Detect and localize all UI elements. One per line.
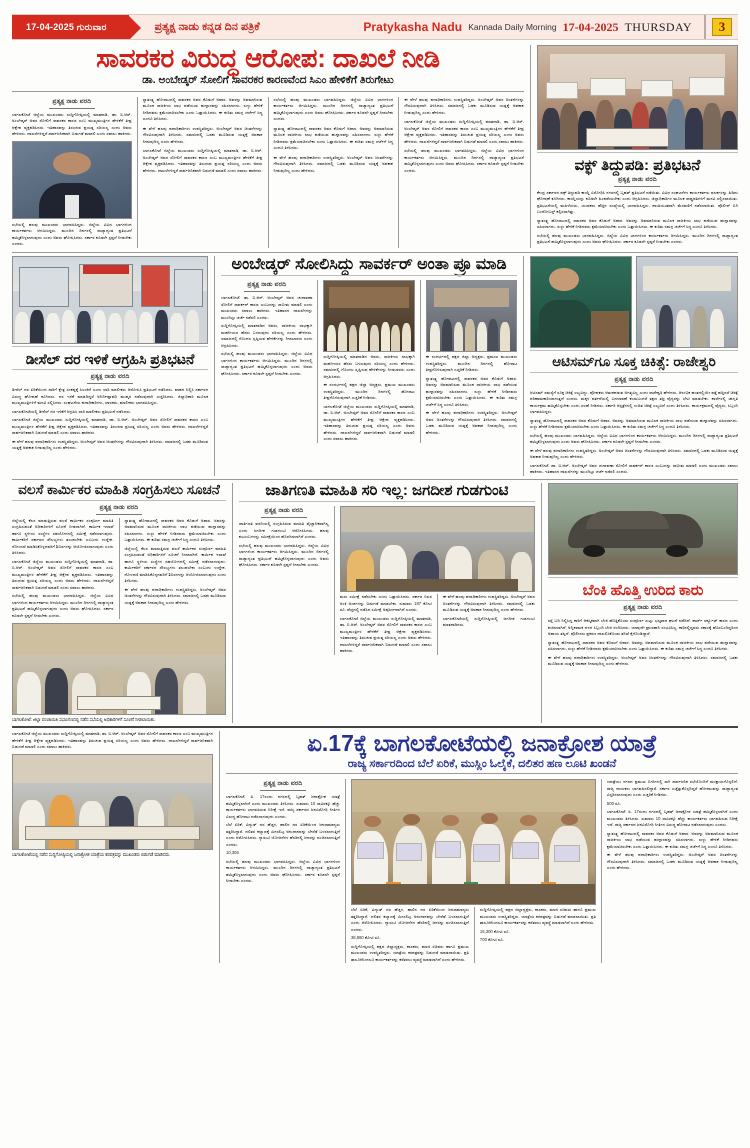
janakrosha-text-3: ಸುದ್ದಿಗೋಷ್ಠಿಯಲ್ಲಿ ಪಕ್ಷದ ಜಿಲ್ಲಾಧ್ಯಕ್ಷರು, ಶಾಸಕರು, ಮಾಜಿ ಸಚಿವರು ಹಾಗೂ ಪ್ರಮುಖ ಮುಖಂಡರು ಉಪಸ್ಥಿತರಿದ್ದರು. ಯಾತ್ರೆಯ ಕರಪತ್ರವನ್ನು ಬಿಡುಗಡೆ ಮಾಡಲಾಯಿತು. ಪ್ರತಿ ತಾಲೂಕಿನಿಂದಲೂ ಕಾರ್ಯಕರ್ತರನ್ನು ಕರೆತರಲು ವ್ಯವಸ್ಥೆ ಮಾಡಲಾಗಿದೆ ಎಂದು ಹೇಳಿದರು.	[479, 907, 596, 926]
burnt-car-byline: ಪ್ರತ್ಯಕ್ಷ ನಾಡು ವರದಿ	[623, 605, 663, 612]
ambedkar-text-3c: ಈ ವೇಳೆ ಹಲವು ಪದಾಧಿಕಾರಿಗಳು ಉಪಸ್ಥಿತರಿದ್ದರು. ಅಂಬೇಡ್ಕರ್ ಅವರ ಚಿಂತನೆಗಳನ್ನು ಗೌರವಿಸುವುದಾಗಿ ತಿಳಿಸಿದರು. ಸಮಾಜದಲ್ಲಿ ಒಡಕು ಮೂಡಿಸುವ ಯತ್ನಕ್ಕೆ ಅವಕಾಶ ನೀಡುವುದಿಲ್ಲ ಎಂದು ಹೇಳಿದರು.	[425, 410, 518, 435]
burnt-car-photo	[548, 483, 738, 575]
diesel-byline: ಪ್ರತ್ಯಕ್ಷ ನಾಡು ವರದಿ	[90, 374, 130, 381]
lead-columns	[12, 97, 524, 248]
worker-meet-photo	[12, 623, 226, 715]
migrant-text-2b: ಜಿಲ್ಲೆಯಲ್ಲಿ ಕೆಲಸ ಮಾಡುತ್ತಿರುವ ವಲಸೆ ಕಾರ್ಮಿಕರ ಸಂಪೂರ್ಣ ಮಾಹಿತಿ ಸಂಗ್ರಹಿಸುವಂತೆ ಅಧಿಕಾರಿಗಳಿಗೆ ಸೂಚನೆ ನೀಡಲಾಗಿದೆ. ಕಾರ್ಮಿಕ ಇಲಾಖೆ ಹಾಗೂ ಸ್ಥಳೀಯ ಸಂಸ್ಥೆಗಳ ಸಹಯೋಗದಲ್ಲಿ ಸಮೀಕ್ಷೆ ನಡೆಸಲಾಗುವುದು. ಕಾರ್ಮಿಕರಿಗೆ ಸರ್ಕಾರದ ಸೌಲಭ್ಯಗಳು ತಲುಪಬೇಕು ಎಂಬುದು ಉದ್ದೇಶ. ನೋಂದಣಿ ಮಾಡಿಸಿಕೊಳ್ಳದವರಿಗೆ ಶಿಬಿರಗಳನ್ನು ಆಯೋಜಿಸಲಾಗುವುದು ಎಂದು ತಿಳಿಸಿದರು.	[124, 545, 226, 584]
bottom-left-column	[12, 731, 213, 963]
waqf-text-2: ಸ್ವಾತಂತ್ರ್ಯ ಹೋರಾಟದಲ್ಲಿ ಸಾವರಕರ ಅವರ ಕೊಡುಗೆ ಅಪಾರ. ಅವರನ್ನು ಅವಮಾನಿಸುವ ಮೂಲಕ ರಾಜಕೀಯ ಲಾಭ ಪಡೆಯುವ ಹುನ್ನಾರವನ್ನು ಸಹಿಸಲಾಗದು. ಸುಳ್ಳು ಹೇಳಿಕೆ ನೀಡಿದವರು ಕ್ಷಮೆಯಾಚಿಸಬೇಕು ಎಂದು ಒತ್ತಾಯಿಸಿದರು. ಈ ಕುರಿತು ಸಮಗ್ರ ಚರ್ಚೆಗೆ ಸಿದ್ಧ ಎಂದೂ ತಿಳಿಸಿದರು.	[536, 217, 738, 229]
janakrosha-text-4c: ಸ್ವಾತಂತ್ರ್ಯ ಹೋರಾಟದಲ್ಲಿ ಸಾವರಕರ ಅವರ ಕೊಡುಗೆ ಅಪಾರ. ಅವರನ್ನು ಅವಮಾನಿಸುವ ಮೂಲಕ ರಾಜಕೀಯ ಲಾಭ ಪಡೆಯುವ ಹುನ್ನಾರವನ್ನು ಸಹಿಸಲಾಗದು. ಸುಳ್ಳು ಹೇಳಿಕೆ ನೀಡಿದವರು ಕ್ಷಮೆಯಾಚಿಸಬೇಕು ಎಂದು ಒತ್ತಾಯಿಸಿದರು. ಈ ಕುರಿತು ಸಮಗ್ರ ಚರ್ಚೆಗೆ ಸಿದ್ಧ ಎಂದೂ ತಿಳಿಸಿದರು.	[606, 830, 738, 849]
lead-col-2	[143, 97, 263, 248]
migrant-article	[12, 483, 226, 724]
waqf-protest-photo	[537, 45, 738, 150]
janakrosha-text-4: ಯಾತ್ರೆಯು ನಗರದ ಪ್ರಮುಖ ಬೀದಿಗಳಲ್ಲಿ ಸಾಗಿ ಸಾರ್ವಜನಿಕ ಸಭೆಯೊಂದಿಗೆ ಮುಕ್ತಾಯಗೊಳ್ಳಲಿದೆ. ರಾಜ್ಯ ನಾಯಕರು ಭಾಗವಹಿಸಲಿದ್ದಾರೆ. ಸರ್ಕಾರ ಎಚ್ಚೆತ್ತುಕೊಳ್ಳದಿದ್ದರೆ ಹೋರಾಟವನ್ನು ರಾಜ್ಯಾದ್ಯಂತ ವಿಸ್ತರಿಸಲಾಗುವುದು ಎಂದು ಎಚ್ಚರಿಕೆ ನೀಡಿದರು.	[606, 779, 738, 798]
janakrosha-stat-4: 700 ಕೋಟಿ ರೂ.	[479, 937, 504, 943]
lead-text-2b: ಈ ವೇಳೆ ಹಲವು ಪದಾಧಿಕಾರಿಗಳು ಉಪಸ್ಥಿತರಿದ್ದರು. ಅಂಬೇಡ್ಕರ್ ಅವರ ಚಿಂತನೆಗಳನ್ನು ಗೌರವಿಸುವುದಾಗಿ ತಿಳಿಸಿದರು. ಸಮಾಜದಲ್ಲಿ ಒಡಕು ಮೂಡಿಸುವ ಯತ್ನಕ್ಕೆ ಅವಕಾಶ ನೀಡುವುದಿಲ್ಲ ಎಂದು ಹೇಳಿದರು.	[142, 125, 263, 144]
ambedkar-text-3: ಈ ಸಂದರ್ಭದಲ್ಲಿ ಪಕ್ಷದ ಜಿಲ್ಲಾ ಅಧ್ಯಕ್ಷರು, ಪ್ರಮುಖ ಮುಖಂಡರು ಉಪಸ್ಥಿತರಿದ್ದರು. ಮುಂದಿನ ದಿನಗಳಲ್ಲಿ ಹೋರಾಟ ತೀವ್ರಗೊಳಿಸುವುದಾಗಿ ಎಚ್ಚರಿಕೆ ನೀಡಿದರು.	[425, 354, 518, 373]
caste-census-headline: ಜಾತಿಗಣತಿ ಮಾಹಿತಿ ಸರಿ ಇಲ್ಲ: ಜಗದೀಶ ಗುಡಗುಂಟಿ	[265, 481, 509, 499]
migrant-headline: ವಲಸೆ ಕಾರ್ಮಿಕರ ಮಾಹಿತಿ ಸಂಗ್ರಹಿಸಲು ಸೂಚನೆ	[18, 481, 220, 497]
waqf-headline: ವಕ್ಫ್ ತಿದ್ದುಪಡಿ: ಪ್ರತಿಭಟನೆ	[574, 157, 701, 174]
lead-text-3c: ಈ ವೇಳೆ ಹಲವು ಪದಾಧಿಕಾರಿಗಳು ಉಪಸ್ಥಿತರಿದ್ದರು. ಅಂಬೇಡ್ಕರ್ ಅವರ ಚಿಂತನೆಗಳನ್ನು ಗೌರವಿಸುವುದಾಗಿ ತಿಳಿಸಿದರು. ಸಮಾಜದಲ್ಲಿ ಒಡಕು ಮೂಡಿಸುವ ಯತ್ನಕ್ಕೆ ಅವಕಾಶ ನೀಡುವುದಿಲ್ಲ ಎಂದು ಹೇಳಿದರು.	[273, 154, 394, 173]
lead-story	[12, 45, 524, 248]
ambedkar-col-1	[221, 280, 312, 443]
autism-headline: ಆಟಿಸಮ್‌ಗೂ ಸೂಕ್ತ ಚಿಕಿತ್ಸೆ: ರಾಜೇಶ್ವರಿ	[552, 353, 716, 369]
release-photo	[351, 779, 596, 905]
lead-text-2c: ಬಾಗಲಕೋಟೆ ಜಿಲ್ಲೆಯ ಮುಖಂಡರು ಸುದ್ದಿಗೋಷ್ಠಿಯಲ್ಲಿ ಮಾತನಾಡಿ, ಡಾ. ಬಿ.ಆರ್. ಅಂಬೇಡ್ಕರ್ ಅವರ ಸೋಲಿಗೆ ಸಾವರಕರ ಕಾರಣ ಎಂಬ ಮುಖ್ಯಮಂತ್ರಿಗಳ ಹೇಳಿಕೆಗೆ ತೀವ್ರ ಆಕ್ಷೇಪ ವ್ಯಕ್ತಪಡಿಸಿದರು. ಇತಿಹಾಸವನ್ನು ತಿರುಚುವ ಪ್ರಯತ್ನ ಸರಿಯಲ್ಲ ಎಂದು ಅವರು ಹೇಳಿದರು. ದಾಖಲೆಗಳಿದ್ದರೆ ಸಾರ್ವಜನಿಕವಾಗಿ ಬಿಡುಗಡೆ ಮಾಡಲಿ ಎಂದು ಸವಾಲು ಹಾಕಿದರು.	[142, 148, 263, 173]
burnt-car-text-3: ಈ ವೇಳೆ ಹಲವು ಪದಾಧಿಕಾರಿಗಳು ಉಪಸ್ಥಿತರಿದ್ದರು. ಅಂಬೇಡ್ಕರ್ ಅವರ ಚಿಂತನೆಗಳನ್ನು ಗೌರವಿಸುವುದಾಗಿ ತಿಳಿಸಿದರು. ಸಮಾಜದಲ್ಲಿ ಒಡಕು ಮೂಡಿಸುವ ಯತ್ನಕ್ಕೆ ಅವಕಾಶ ನೀಡುವುದಿಲ್ಲ ಎಂದು ಹೇಳಿದರು.	[547, 654, 739, 667]
autism-article	[530, 256, 738, 476]
masthead-tagline: Kannada Daily Morning	[468, 22, 557, 32]
janakrosha-columns	[226, 779, 738, 963]
masthead-center	[274, 15, 704, 39]
migrant-columns	[12, 518, 226, 620]
janakrosha-text-4d: ಈ ವೇಳೆ ಹಲವು ಪದಾಧಿಕಾರಿಗಳು ಉಪಸ್ಥಿತರಿದ್ದರು. ಅಂಬೇಡ್ಕರ್ ಅವರ ಚಿಂತನೆಗಳನ್ನು ಗೌರವಿಸುವುದಾಗಿ ತಿಳಿಸಿದರು. ಸಮಾಜದಲ್ಲಿ ಒಡಕು ಮೂಡಿಸುವ ಯತ್ನಕ್ಕೆ ಅವಕಾಶ ನೀಡುವುದಿಲ್ಲ ಎಂದು ಹೇಳಿದರು.	[606, 852, 738, 871]
ambedkar-text-2b: ಈ ಸಂದರ್ಭದಲ್ಲಿ ಪಕ್ಷದ ಜಿಲ್ಲಾ ಅಧ್ಯಕ್ಷರು, ಪ್ರಮುಖ ಮುಖಂಡರು ಉಪಸ್ಥಿತರಿದ್ದರು. ಮುಂದಿನ ದಿನಗಳಲ್ಲಿ ಹೋರಾಟ ತೀವ್ರಗೊಳಿಸುವುದಾಗಿ ಎಚ್ಚರಿಕೆ ನೀಡಿದರು.	[323, 382, 415, 401]
speaker-photo	[530, 256, 632, 348]
ambedkar-headline: ಅಂಬೇಡ್ಕರ್ ಸೋಲಿಸಿದ್ದು ಸಾವರ್ಕರ್ ಅಂತಾ ಪ್ರೂ ಮಾಡಿ	[231, 255, 507, 273]
autism-byline: ಪ್ರತ್ಯಕ್ಷ ನಾಡು ವರದಿ	[614, 376, 654, 383]
migrant-text-1: ಜಿಲ್ಲೆಯಲ್ಲಿ ಕೆಲಸ ಮಾಡುತ್ತಿರುವ ವಲಸೆ ಕಾರ್ಮಿಕರ ಸಂಪೂರ್ಣ ಮಾಹಿತಿ ಸಂಗ್ರಹಿಸುವಂತೆ ಅಧಿಕಾರಿಗಳಿಗೆ ಸೂಚನೆ ನೀಡಲಾಗಿದೆ. ಕಾರ್ಮಿಕ ಇಲಾಖೆ ಹಾಗೂ ಸ್ಥಳೀಯ ಸಂಸ್ಥೆಗಳ ಸಹಯೋಗದಲ್ಲಿ ಸಮೀಕ್ಷೆ ನಡೆಸಲಾಗುವುದು. ಕಾರ್ಮಿಕರಿಗೆ ಸರ್ಕಾರದ ಸೌಲಭ್ಯಗಳು ತಲುಪಬೇಕು ಎಂಬುದು ಉದ್ದೇಶ. ನೋಂದಣಿ ಮಾಡಿಸಿಕೊಳ್ಳದವರಿಗೆ ಶಿಬಿರಗಳನ್ನು ಆಯೋಜಿಸಲಾಗುವುದು ಎಂದು ತಿಳಿಸಿದರು.	[12, 517, 114, 556]
burnt-car-article	[548, 483, 738, 724]
masthead-brand: Pratykasha Nadu	[363, 20, 463, 34]
caste-col-2a	[340, 594, 432, 655]
janakrosha-stat-3: 15,300 ಕೋಟಿ ರೂ.	[479, 928, 510, 934]
janakrosha-col-1	[226, 779, 340, 963]
ambedkar-byline: ಪ್ರತ್ಯಕ್ಷ ನಾಡು ವರದಿ	[247, 282, 287, 289]
lead-byline: ಪ್ರತ್ಯಕ್ಷ ನಾಡು ವರದಿ	[52, 98, 92, 105]
migrant-byline: ಪ್ರತ್ಯಕ್ಷ ನಾಡು ವರದಿ	[99, 504, 139, 511]
diesel-article	[12, 256, 208, 476]
waqf-text-3: ಸಭೆಯಲ್ಲಿ ಹಲವು ಮುಖಂಡರು ಭಾಗವಹಿಸಿದ್ದರು. ಜಿಲ್ಲೆಯ ವಿವಿಧ ಭಾಗಗಳಿಂದ ಕಾರ್ಯಕರ್ತರು ಆಗಮಿಸಿದ್ದರು. ಮುಂದಿನ ದಿನಗಳಲ್ಲಿ ರಾಜ್ಯಾದ್ಯಂತ ಪ್ರತಿಭಟನೆ ಹಮ್ಮಿಕೊಳ್ಳಲಾಗುವುದು ಎಂದು ಅವರು ಘೋಷಿಸಿದರು. ಸರ್ಕಾರ ಕೂಡಲೇ ಸ್ಪಷ್ಟನೆ ನೀಡಬೇಕು ಎಂದರು.	[536, 232, 738, 244]
janakrosha-subhead: ರಾಜ್ಯ ಸರ್ಕಾರದಿಂದ ಬೆಲೆ ಏರಿಕೆ, ಮುಸ್ಲಿಂ ಓಲೈಕೆ, ದಲಿತರ ಹಣ ಲೂಟಿ ಖಂಡನೆ	[347, 757, 617, 770]
burnt-car-headline: ಬೆಂಕಿ ಹೊತ್ತಿ ಉರಿದ ಕಾರು	[582, 581, 704, 599]
migrant-text-2c: ಈ ವೇಳೆ ಹಲವು ಪದಾಧಿಕಾರಿಗಳು ಉಪಸ್ಥಿತರಿದ್ದರು. ಅಂಬೇಡ್ಕರ್ ಅವರ ಚಿಂತನೆಗಳನ್ನು ಗೌರವಿಸುವುದಾಗಿ ತಿಳಿಸಿದರು. ಸಮಾಜದಲ್ಲಿ ಒಡಕು ಮೂಡಿಸುವ ಯತ್ನಕ್ಕೆ ಅವಕಾಶ ನೀಡುವುದಿಲ್ಲ ಎಂದು ಹೇಳಿದರು.	[124, 586, 226, 605]
masthead-kannada-title: ಪ್ರತ್ಯಕ್ಷ ನಾಡು ಕನ್ನಡ ದಿನ ಪತ್ರಿಕೆ	[154, 20, 260, 33]
autism-text-4: ಈ ವೇಳೆ ಹಲವು ಪದಾಧಿಕಾರಿಗಳು ಉಪಸ್ಥಿತರಿದ್ದರು. ಅಂಬೇಡ್ಕರ್ ಅವರ ಚಿಂತನೆಗಳನ್ನು ಗೌರವಿಸುವುದಾಗಿ ತಿಳಿಸಿದರು. ಸಮಾಜದಲ್ಲಿ ಒಡಕು ಮೂಡಿಸುವ ಯತ್ನಕ್ಕೆ ಅವಕಾಶ ನೀಡುವುದಿಲ್ಲ ಎಂದು ಹೇಳಿದರು.	[530, 447, 739, 460]
diesel-headline: ಡೀಸೆಲ್ ದರ ಇಳಿಕೆ ಆಗ್ರಹಿಸಿ ಪ್ರತಿಭಟನೆ	[25, 350, 195, 367]
lead-text-4: ಈ ವೇಳೆ ಹಲವು ಪದಾಧಿಕಾರಿಗಳು ಉಪಸ್ಥಿತರಿದ್ದರು. ಅಂಬೇಡ್ಕರ್ ಅವರ ಚಿಂತನೆಗಳನ್ನು ಗೌರವಿಸುವುದಾಗಿ ತಿಳಿಸಿದರು. ಸಮಾಜದಲ್ಲಿ ಒಡಕು ಮೂಡಿಸುವ ಯತ್ನಕ್ಕೆ ಅವಕಾಶ ನೀಡುವುದಿಲ್ಲ ಎಂದು ಹೇಳಿದರು.	[404, 96, 524, 115]
lead-subhead: ಡಾ. ಅಂಬೇಡ್ಕರ್ ಸೋಲಿಗೆ ಸಾವರಕರ ಕಾರಣವೆಂದ ಸಿಎಂ ಹೇಳಿಕೆಗೆ ತಿರುಗೇಟು	[142, 74, 394, 87]
ambedkar-article	[221, 256, 517, 476]
press-meet-photo	[340, 506, 535, 592]
janakrosha-headline: ಏ.17ಕ್ಕೆ ಬಾಗಲಕೋಟೆಯಲ್ಲಿ ಜನಾಕ್ರೋಶ ಯಾತ್ರೆ	[307, 730, 657, 757]
ambedkar-text-1c: ಸಭೆಯಲ್ಲಿ ಹಲವು ಮುಖಂಡರು ಭಾಗವಹಿಸಿದ್ದರು. ಜಿಲ್ಲೆಯ ವಿವಿಧ ಭಾಗಗಳಿಂದ ಕಾರ್ಯಕರ್ತರು ಆಗಮಿಸಿದ್ದರು. ಮುಂದಿನ ದಿನಗಳಲ್ಲಿ ರಾಜ್ಯಾದ್ಯಂತ ಪ್ರತಿಭಟನೆ ಹಮ್ಮಿಕೊಳ್ಳಲಾಗುವುದು ಎಂದು ಅವರು ಘೋಷಿಸಿದರು. ಸರ್ಕಾರ ಕೂಡಲೇ ಸ್ಪಷ್ಟನೆ ನೀಡಬೇಕು ಎಂದರು.	[221, 351, 313, 376]
lead-text-4b: ಬಾಗಲಕೋಟೆ ಜಿಲ್ಲೆಯ ಮುಖಂಡರು ಸುದ್ದಿಗೋಷ್ಠಿಯಲ್ಲಿ ಮಾತನಾಡಿ, ಡಾ. ಬಿ.ಆರ್. ಅಂಬೇಡ್ಕರ್ ಅವರ ಸೋಲಿಗೆ ಸಾವರಕರ ಕಾರಣ ಎಂಬ ಮುಖ್ಯಮಂತ್ರಿಗಳ ಹೇಳಿಕೆಗೆ ತೀವ್ರ ಆಕ್ಷೇಪ ವ್ಯಕ್ತಪಡಿಸಿದರು. ಇತಿಹಾಸವನ್ನು ತಿರುಚುವ ಪ್ರಯತ್ನ ಸರಿಯಲ್ಲ ಎಂದು ಅವರು ಹೇಳಿದರು. ದಾಖಲೆಗಳಿದ್ದರೆ ಸಾರ್ವಜನಿಕವಾಗಿ ಬಿಡುಗಡೆ ಮಾಡಲಿ ಎಂದು ಸವಾಲು ಹಾಕಿದರು.	[404, 119, 524, 144]
autism-text-3: ಸಭೆಯಲ್ಲಿ ಹಲವು ಮುಖಂಡರು ಭಾಗವಹಿಸಿದ್ದರು. ಜಿಲ್ಲೆಯ ವಿವಿಧ ಭಾಗಗಳಿಂದ ಕಾರ್ಯಕರ್ತರು ಆಗಮಿಸಿದ್ದರು. ಮುಂದಿನ ದಿನಗಳಲ್ಲಿ ರಾಜ್ಯಾದ್ಯಂತ ಪ್ರತಿಭಟನೆ ಹಮ್ಮಿಕೊಳ್ಳಲಾಗುವುದು ಎಂದು ಅವರು ಘೋಷಿಸಿದರು. ಸರ್ಕಾರ ಕೂಡಲೇ ಸ್ಪಷ್ಟನೆ ನೀಡಬೇಕು ಎಂದರು.	[530, 432, 739, 445]
janakrosha-stat-2: 38,860 ಕೋಟಿ ರೂ.	[350, 935, 381, 941]
janakrosha-stat-5: 500 ರೂ.	[606, 800, 622, 806]
autism-text-2: ಸ್ವಾತಂತ್ರ್ಯ ಹೋರಾಟದಲ್ಲಿ ಸಾವರಕರ ಅವರ ಕೊಡುಗೆ ಅಪಾರ. ಅವರನ್ನು ಅವಮಾನಿಸುವ ಮೂಲಕ ರಾಜಕೀಯ ಲಾಭ ಪಡೆಯುವ ಹುನ್ನಾರವನ್ನು ಸಹಿಸಲಾಗದು. ಸುಳ್ಳು ಹೇಳಿಕೆ ನೀಡಿದವರು ಕ್ಷಮೆಯಾಚಿಸಬೇಕು ಎಂದು ಒತ್ತಾಯಿಸಿದರು. ಈ ಕುರಿತು ಸಮಗ್ರ ಚರ್ಚೆಗೆ ಸಿದ್ಧ ಎಂದೂ ತಿಳಿಸಿದರು.	[530, 417, 739, 430]
ambedkar-columns	[221, 280, 517, 443]
caste-subcolumns	[340, 594, 535, 655]
caste-census-article	[239, 483, 535, 724]
lead-headline: ಸಾವರಕರ ವಿರುದ್ಧ ಆರೋಪ: ದಾಖಲೆ ನೀಡಿ	[96, 43, 440, 73]
middle-section	[12, 256, 738, 476]
janakrosha-text-1: ಬಾಗಲಕೋಟೆ: ಏ. 17ರಂದು ನಗರದಲ್ಲಿ ಬೃಹತ್ ಜನಾಕ್ರೋಶ ಯಾತ್ರೆ ಹಮ್ಮಿಕೊಳ್ಳಲಾಗಿದೆ ಎಂದು ಮುಖಂಡರು ತಿಳಿಸಿದರು. ಸುಮಾರು 10 ಸಾವಿರಕ್ಕೂ ಹೆಚ್ಚು ಕಾರ್ಯಕರ್ತರು ಭಾಗವಹಿಸುವ ನಿರೀಕ್ಷೆ ಇದೆ. ರಾಜ್ಯ ಸರ್ಕಾರದ ಜನವಿರೋಧಿ ನೀತಿಗಳ ವಿರುದ್ಧ ಹೋರಾಟ ನಡೆಸಲಾಗುವುದು ಎಂದರು.	[226, 794, 340, 819]
autism-photos	[530, 256, 738, 348]
lead-text-4c: ಸಭೆಯಲ್ಲಿ ಹಲವು ಮುಖಂಡರು ಭಾಗವಹಿಸಿದ್ದರು. ಜಿಲ್ಲೆಯ ವಿವಿಧ ಭಾಗಗಳಿಂದ ಕಾರ್ಯಕರ್ತರು ಆಗಮಿಸಿದ್ದರು. ಮುಂದಿನ ದಿನಗಳಲ್ಲಿ ರಾಜ್ಯಾದ್ಯಂತ ಪ್ರತಿಭಟನೆ ಹಮ್ಮಿಕೊಳ್ಳಲಾಗುವುದು ಎಂದು ಅವರು ಘೋಷಿಸಿದರು. ಸರ್ಕಾರ ಕೂಡಲೇ ಸ್ಪಷ್ಟನೆ ನೀಡಬೇಕು ಎಂದರು.	[404, 148, 524, 173]
ambedkar-text-2c: ಬಾಗಲಕೋಟೆ ಜಿಲ್ಲೆಯ ಮುಖಂಡರು ಸುದ್ದಿಗೋಷ್ಠಿಯಲ್ಲಿ ಮಾತನಾಡಿ, ಡಾ. ಬಿ.ಆರ್. ಅಂಬೇಡ್ಕರ್ ಅವರ ಸೋಲಿಗೆ ಸಾವರಕರ ಕಾರಣ ಎಂಬ ಮುಖ್ಯಮಂತ್ರಿಗಳ ಹೇಳಿಕೆಗೆ ತೀವ್ರ ಆಕ್ಷೇಪ ವ್ಯಕ್ತಪಡಿಸಿದರು. ಇತಿಹಾಸವನ್ನು ತಿರುಚುವ ಪ್ರಯತ್ನ ಸರಿಯಲ್ಲ ಎಂದು ಅವರು ಹೇಳಿದರು. ದಾಖಲೆಗಳಿದ್ದರೆ ಸಾರ್ವಜನಿಕವಾಗಿ ಬಿಡುಗಡೆ ಮಾಡಲಿ ಎಂದು ಸವಾಲು ಹಾಕಿದರು.	[323, 403, 415, 442]
autism-text: ಆಟಿಸಮ್ ಸಮಸ್ಯೆಗೆ ಸೂಕ್ತ ಚಿಕಿತ್ಸೆ ಲಭ್ಯವಿದ್ದು, ಪೋಷಕರು ಆತಂಕಪಡುವ ಅಗತ್ಯವಿಲ್ಲ ಎಂದು ರಾಜೇಶ್ವರಿ ಹೇಳಿದರು. ಆರಂಭಿಕ ಹಂತದಲ್ಲಿಯೇ ಪತ್ತೆ ಹಚ್ಚಿದರೆ ಚಿಕಿತ್ಸೆ ಪರಿಣಾಮಕಾರಿಯಾಗುತ್ತದೆ ಎಂದರು. ಮಕ್ಕಳ ವರ್ತನೆಯಲ್ಲಿ ಬದಲಾವಣೆ ಕಂಡುಬಂದರೆ ತಕ್ಷಣ ತಜ್ಞ ವೈದ್ಯರನ್ನು ಭೇಟಿ ಮಾಡಬೇಕು. ಶಾಲೆಗಳಲ್ಲಿ ಜಾಗೃತಿ ಕಾರ್ಯಕ್ರಮ ಹಮ್ಮಿಕೊಳ್ಳಬೇಕು ಎಂದು ಸಲಹೆ ನೀಡಿದರು. ಸರ್ಕಾರಿ ಆಸ್ಪತ್ರೆಗಳಲ್ಲಿ ಉಚಿತ ಚಿಕಿತ್ಸೆ ಲಭ್ಯವಿದೆ ಎಂದು ತಿಳಿಸಿದರು. ಕಾರ್ಯಕ್ರಮದಲ್ಲಿ ವೈದ್ಯರು, ಸಿಬ್ಬಂದಿ ಭಾಗವಹಿಸಿದ್ದರು.	[530, 389, 739, 415]
janakrosha-col-2	[351, 779, 596, 963]
diesel-text-3: ಬಾಗಲಕೋಟೆ ಜಿಲ್ಲೆಯ ಮುಖಂಡರು ಸುದ್ದಿಗೋಷ್ಠಿಯಲ್ಲಿ ಮಾತನಾಡಿ, ಡಾ. ಬಿ.ಆರ್. ಅಂಬೇಡ್ಕರ್ ಅವರ ಸೋಲಿಗೆ ಸಾವರಕರ ಕಾರಣ ಎಂಬ ಮುಖ್ಯಮಂತ್ರಿಗಳ ಹೇಳಿಕೆಗೆ ತೀವ್ರ ಆಕ್ಷೇಪ ವ್ಯಕ್ತಪಡಿಸಿದರು. ಇತಿಹಾಸವನ್ನು ತಿರುಚುವ ಪ್ರಯತ್ನ ಸರಿಯಲ್ಲ ಎಂದು ಅವರು ಹೇಳಿದರು. ದಾಖಲೆಗಳಿದ್ದರೆ ಸಾರ್ವಜನಿಕವಾಗಿ ಬಿಡುಗಡೆ ಮಾಡಲಿ ಎಂದು ಸವಾಲು ಹಾಕಿದರು.	[12, 417, 209, 436]
page-number-badge	[704, 15, 738, 39]
caste-census-columns	[239, 506, 535, 655]
masthead-day: THURSDAY	[624, 19, 692, 34]
caste-text-3b: ಬಾಗಲಕೋಟೆಯಲ್ಲಿ ಸುದ್ದಿಗೋಷ್ಠಿಯಲ್ಲಿ ಜಗದೀಶ ಗುಡಗುಂಟಿ ಮಾತನಾಡಿದರು.	[442, 615, 535, 628]
masthead-date: 17-04-2025	[562, 19, 619, 34]
janakrosha-stat-1: 10,306	[226, 850, 239, 856]
leaders-photo	[12, 754, 213, 850]
janakrosha-subcolumns	[351, 907, 596, 963]
janakrosha-col-2a	[351, 907, 469, 963]
caste-col-2	[340, 506, 535, 655]
migrant-text-1c: ಸಭೆಯಲ್ಲಿ ಹಲವು ಮುಖಂಡರು ಭಾಗವಹಿಸಿದ್ದರು. ಜಿಲ್ಲೆಯ ವಿವಿಧ ಭಾಗಗಳಿಂದ ಕಾರ್ಯಕರ್ತರು ಆಗಮಿಸಿದ್ದರು. ಮುಂದಿನ ದಿನಗಳಲ್ಲಿ ರಾಜ್ಯಾದ್ಯಂತ ಪ್ರತಿಭಟನೆ ಹಮ್ಮಿಕೊಳ್ಳಲಾಗುವುದು ಎಂದು ಅವರು ಘೋಷಿಸಿದರು. ಸರ್ಕಾರ ಕೂಡಲೇ ಸ್ಪಷ್ಟನೆ ನೀಡಬೇಕು ಎಂದರು.	[12, 593, 114, 618]
caste-text-3: ಈ ವೇಳೆ ಹಲವು ಪದಾಧಿಕಾರಿಗಳು ಉಪಸ್ಥಿತರಿದ್ದರು. ಅಂಬೇಡ್ಕರ್ ಅವರ ಚಿಂತನೆಗಳನ್ನು ಗೌರವಿಸುವುದಾಗಿ ತಿಳಿಸಿದರು. ಸಮಾಜದಲ್ಲಿ ಒಡಕು ಮೂಡಿಸುವ ಯತ್ನಕ್ಕೆ ಅವಕಾಶ ನೀಡುವುದಿಲ್ಲ ಎಂದು ಹೇಳಿದರು.	[442, 594, 535, 613]
lead-col-3	[273, 97, 393, 248]
lead-col-4	[404, 97, 524, 248]
caste-byline: ಪ್ರತ್ಯಕ್ಷ ನಾಡು ವರದಿ	[264, 508, 304, 515]
caste-text-2: ಮರು ಸಮೀಕ್ಷೆ ನಡೆಸಬೇಕು ಎಂದು ಒತ್ತಾಯಿಸಿದರು. ಸರ್ಕಾರ ನಿಖರ ಅಂಕಿ ಅಂಶಗಳನ್ನು ಬಿಡುಗಡೆ ಮಾಡಬೇಕು. ಸುಮಾರು 187 ಕೋಟಿ ರೂ. ವೆಚ್ಚದಲ್ಲಿ ನಡೆಸಿದ ಸಮೀಕ್ಷೆ ಅಪೂರ್ಣವಾಗಿದೆ ಎಂದರು.	[339, 594, 432, 613]
migrant-col-2	[124, 518, 226, 620]
ambedkar-text-1b: ಸುದ್ದಿಗೋಷ್ಠಿಯಲ್ಲಿ ಮಾತನಾಡಿದ ಅವರು, ರಾಜಕೀಯ ಲಾಭಕ್ಕಾಗಿ ಮಹನೀಯರ ಹೆಸರು ಬಳಸುವುದು ಸರಿಯಲ್ಲ ಎಂದು ಹೇಳಿದರು. ಸಮಾಜದಲ್ಲಿ ಗೊಂದಲ ಸೃಷ್ಟಿಸುವ ಹೇಳಿಕೆಗಳನ್ನು ನೀಡಬಾರದು ಎಂದು ಆಗ್ರಹಿಸಿದರು.	[221, 323, 313, 348]
autism-event-photo	[636, 256, 738, 348]
janakrosha-text-1b: ಬೆಲೆ ಏರಿಕೆ, ವಿದ್ಯುತ್ ದರ ಹೆಚ್ಚಳ, ಹಾಲಿನ ದರ ಏರಿಕೆಯಿಂದ ಜನಸಾಮಾನ್ಯರು ತತ್ತರಿಸಿದ್ದಾರೆ. ದಲಿತರ ಕಲ್ಯಾಣಕ್ಕೆ ಮೀಸಲಿಟ್ಟ ಅನುದಾನವನ್ನು ಬೇರೆಡೆ ಬಳಸಲಾಗುತ್ತಿದೆ ಎಂದು ಆರೋಪಿಸಿದರು. ಗ್ಯಾರಂಟಿ ಯೋಜನೆಗಳ ಹೆಸರಿನಲ್ಲಿ ಜನರನ್ನು ವಂಚಿಸಲಾಗುತ್ತಿದೆ ಎಂದರು.	[226, 822, 340, 847]
caste-col-1	[239, 506, 329, 655]
janakrosha-text-1c: ಸಭೆಯಲ್ಲಿ ಹಲವು ಮುಖಂಡರು ಭಾಗವಹಿಸಿದ್ದರು. ಜಿಲ್ಲೆಯ ವಿವಿಧ ಭಾಗಗಳಿಂದ ಕಾರ್ಯಕರ್ತರು ಆಗಮಿಸಿದ್ದರು. ಮುಂದಿನ ದಿನಗಳಲ್ಲಿ ರಾಜ್ಯಾದ್ಯಂತ ಪ್ರತಿಭಟನೆ ಹಮ್ಮಿಕೊಳ್ಳಲಾಗುವುದು ಎಂದು ಅವರು ಘೋಷಿಸಿದರು. ಸರ್ಕಾರ ಕೂಡಲೇ ಸ್ಪಷ್ಟನೆ ನೀಡಬೇಕು ಎಂದರು.	[226, 858, 340, 884]
caste-text-2b: ಬಾಗಲಕೋಟೆ ಜಿಲ್ಲೆಯ ಮುಖಂಡರು ಸುದ್ದಿಗೋಷ್ಠಿಯಲ್ಲಿ ಮಾತನಾಡಿ, ಡಾ. ಬಿ.ಆರ್. ಅಂಬೇಡ್ಕರ್ ಅವರ ಸೋಲಿಗೆ ಸಾವರಕರ ಕಾರಣ ಎಂಬ ಮುಖ್ಯಮಂತ್ರಿಗಳ ಹೇಳಿಕೆಗೆ ತೀವ್ರ ಆಕ್ಷೇಪ ವ್ಯಕ್ತಪಡಿಸಿದರು. ಇತಿಹಾಸವನ್ನು ತಿರುಚುವ ಪ್ರಯತ್ನ ಸರಿಯಲ್ಲ ಎಂದು ಅವರು ಹೇಳಿದರು. ದಾಖಲೆಗಳಿದ್ದರೆ ಸಾರ್ವಜನಿಕವಾಗಿ ಬಿಡುಗಡೆ ಮಾಡಲಿ ಎಂದು ಸವಾಲು ಹಾಕಿದರು.	[339, 615, 432, 654]
lead-text-3b: ಸ್ವಾತಂತ್ರ್ಯ ಹೋರಾಟದಲ್ಲಿ ಸಾವರಕರ ಅವರ ಕೊಡುಗೆ ಅಪಾರ. ಅವರನ್ನು ಅವಮಾನಿಸುವ ಮೂಲಕ ರಾಜಕೀಯ ಲಾಭ ಪಡೆಯುವ ಹುನ್ನಾರವನ್ನು ಸಹಿಸಲಾಗದು. ಸುಳ್ಳು ಹೇಳಿಕೆ ನೀಡಿದವರು ಕ್ಷಮೆಯಾಚಿಸಬೇಕು ಎಂದು ಒತ್ತಾಯಿಸಿದರು. ಈ ಕುರಿತು ಸಮಗ್ರ ಚರ್ಚೆಗೆ ಸಿದ್ಧ ಎಂದೂ ತಿಳಿಸಿದರು.	[273, 125, 394, 151]
bottom-left-caption: ಬಾಗಲಕೋಟೆಯಲ್ಲಿ ನಡೆದ ಸುದ್ದಿಗೋಷ್ಠಿಯಲ್ಲಿ ಜನಾಕ್ರೋಶ ಯಾತ್ರೆಯ ಕರಪತ್ರವನ್ನು ಮುಖಂಡರು ಬಿಡುಗಡೆ ಮಾಡಿದರು.	[12, 851, 171, 857]
burnt-car-text-2: ಸ್ವಾತಂತ್ರ್ಯ ಹೋರಾಟದಲ್ಲಿ ಸಾವರಕರ ಅವರ ಕೊಡುಗೆ ಅಪಾರ. ಅವರನ್ನು ಅವಮಾನಿಸುವ ಮೂಲಕ ರಾಜಕೀಯ ಲಾಭ ಪಡೆಯುವ ಹುನ್ನಾರವನ್ನು ಸಹಿಸಲಾಗದು. ಸುಳ್ಳು ಹೇಳಿಕೆ ನೀಡಿದವರು ಕ್ಷಮೆಯಾಚಿಸಬೇಕು ಎಂದು ಒತ್ತಾಯಿಸಿದರು. ಈ ಕುರಿತು ಸಮಗ್ರ ಚರ್ಚೆಗೆ ಸಿದ್ಧ ಎಂದೂ ತಿಳಿಸಿದರು.	[547, 639, 739, 652]
lead-col-1	[12, 97, 132, 248]
burnt-car-text: ರಸ್ತೆ ಬದಿ ನಿಲ್ಲಿಸಿದ್ದ ಕಾರಿಗೆ ಆಕಸ್ಮಿಕವಾಗಿ ಬೆಂಕಿ ಹೊತ್ತಿಕೊಂಡು ಸಂಪೂರ್ಣ ಸುಟ್ಟು ಭಸ್ಮವಾದ ಘಟನೆ ನಡೆದಿದೆ. ಶಾರ್ಟ್ ಸರ್ಕ್ಯೂಟ್ ಕಾರಣ ಎಂದು ಶಂಕಿಸಲಾಗಿದೆ. ಅಗ್ನಿಶಾಮಕ ದಳದ ಸಿಬ್ಬಂದಿ ಬೆಂಕಿ ನಂದಿಸಿದರು. ಯಾವುದೇ ಪ್ರಾಣಹಾನಿ ಸಂಭವಿಸಿಲ್ಲ. ಕಾರಿನಲ್ಲಿದ್ದವರು ಸಕಾಲಕ್ಕೆ ಹೊರಬಂದಿದ್ದರಿಂದ ಅಪಾಯ ತಪ್ಪಿದೆ. ಪೊಲೀಸರು ಪ್ರಕರಣ ದಾಖಲಿಸಿಕೊಂಡು ತನಿಖೆ ಕೈಗೊಂಡಿದ್ದಾರೆ.	[547, 618, 739, 637]
waqf-article	[537, 45, 738, 248]
diesel-text-2: ಬಾಗಲಕೋಟೆಯಲ್ಲಿ ಡೀಸೆಲ್ ದರ ಇಳಿಕೆಗೆ ಆಗ್ರಹಿಸಿ ಲಾರಿ ಮಾಲೀಕರು ಪ್ರತಿಭಟನೆ ನಡೆಸಿದರು.	[12, 408, 132, 414]
janakrosha-byline: ಪ್ರತ್ಯಕ್ಷ ನಾಡು ವರದಿ	[263, 781, 303, 788]
janakrosha-col-2b	[480, 907, 596, 963]
migrant-caption: ಬಾಗಲಕೋಟೆ: ಜಿಲ್ಲಾ ಪಂಚಾಯಿತಿ ಸಭಾಂಗಣದಲ್ಲಿ ನಡೆದ ಸಭೆಯಲ್ಲಿ ಅಧಿಕಾರಿಗಳಿಗೆ ಸೂಚನೆ ನೀಡಲಾಯಿತು.	[12, 717, 156, 723]
migrant-col-1	[12, 518, 114, 620]
ambedkar-text-1: ಬಾಗಲಕೋಟೆ: ಡಾ. ಬಿ.ಆರ್. ಅಂಬೇಡ್ಕರ್ ಅವರ ಚುನಾವಣಾ ಸೋಲಿಗೆ ಸಾವರ್ಕರ್ ಕಾರಣ ಎಂಬುದನ್ನು ಸಾಬೀತು ಮಾಡಲಿ ಎಂದು ಮುಖಂಡರು ಸವಾಲು ಹಾಕಿದರು. ಇತಿಹಾಸದ ದಾಖಲೆಗಳನ್ನು ಮುಂದಿಟ್ಟು ಚರ್ಚೆ ನಡೆಸಲಿ ಎಂದರು.	[221, 295, 313, 320]
masthead	[12, 14, 738, 40]
truck-protest-photo	[12, 256, 208, 344]
migrant-text-1b: ಬಾಗಲಕೋಟೆ ಜಿಲ್ಲೆಯ ಮುಖಂಡರು ಸುದ್ದಿಗೋಷ್ಠಿಯಲ್ಲಿ ಮಾತನಾಡಿ, ಡಾ. ಬಿ.ಆರ್. ಅಂಬೇಡ್ಕರ್ ಅವರ ಸೋಲಿಗೆ ಸಾವರಕರ ಕಾರಣ ಎಂಬ ಮುಖ್ಯಮಂತ್ರಿಗಳ ಹೇಳಿಕೆಗೆ ತೀವ್ರ ಆಕ್ಷೇಪ ವ್ಯಕ್ತಪಡಿಸಿದರು. ಇತಿಹಾಸವನ್ನು ತಿರುಚುವ ಪ್ರಯತ್ನ ಸರಿಯಲ್ಲ ಎಂದು ಅವರು ಹೇಳಿದರು. ದಾಖಲೆಗಳಿದ್ದರೆ ಸಾರ್ವಜನಿಕವಾಗಿ ಬಿಡುಗಡೆ ಮಾಡಲಿ ಎಂದು ಸವಾಲು ಹಾಕಿದರು.	[12, 558, 114, 590]
diesel-text: ಡೀಸೆಲ್ ದರ ಏರಿಕೆಯಿಂದ ಸಾರಿಗೆ ಕ್ಷೇತ್ರ ಸಂಕಷ್ಟಕ್ಕೆ ಸಿಲುಕಿದೆ ಎಂದು ಲಾರಿ ಮಾಲೀಕರು ಆರೋಪಿಸಿ ಪ್ರತಿಭಟನೆ ನಡೆಸಿದರು. ವಾಹನ ನಿಲ್ಲಿಸಿ ಸರ್ಕಾರದ ವಿರುದ್ಧ ಘೋಷಣೆ ಕೂಗಿದರು. ದರ ಇಳಿಕೆ ಮಾಡದಿದ್ದರೆ ಅನಿರ್ದಿಷ್ಟಾವಧಿ ಮುಷ್ಕರ ನಡೆಸುವುದಾಗಿ ಎಚ್ಚರಿಸಿದರು. ಜಿಲ್ಲಾಧಿಕಾರಿ ಮೂಲಕ ಮುಖ್ಯಮಂತ್ರಿಗಳಿಗೆ ಮನವಿ ಸಲ್ಲಿಸಿದರು. ಸಂಘಟನೆಯ ಪದಾಧಿಕಾರಿಗಳು, ಚಾಲಕರು, ಮಾಲೀಕರು ಭಾಗವಹಿಸಿದ್ದರು.	[12, 387, 209, 406]
caste-col-2b	[443, 594, 535, 655]
janakrosha-article	[226, 731, 738, 963]
ambedkar-col-2	[323, 280, 414, 443]
lead-text-3: ಸಭೆಯಲ್ಲಿ ಹಲವು ಮುಖಂಡರು ಭಾಗವಹಿಸಿದ್ದರು. ಜಿಲ್ಲೆಯ ವಿವಿಧ ಭಾಗಗಳಿಂದ ಕಾರ್ಯಕರ್ತರು ಆಗಮಿಸಿದ್ದರು. ಮುಂದಿನ ದಿನಗಳಲ್ಲಿ ರಾಜ್ಯಾದ್ಯಂತ ಪ್ರತಿಭಟನೆ ಹಮ್ಮಿಕೊಳ್ಳಲಾಗುವುದು ಎಂದು ಅವರು ಘೋಷಿಸಿದರು. ಸರ್ಕಾರ ಕೂಡಲೇ ಸ್ಪಷ್ಟನೆ ನೀಡಬೇಕು ಎಂದರು.	[273, 96, 394, 122]
janakrosha-text-2: ಬೆಲೆ ಏರಿಕೆ, ವಿದ್ಯುತ್ ದರ ಹೆಚ್ಚಳ, ಹಾಲಿನ ದರ ಏರಿಕೆಯಿಂದ ಜನಸಾಮಾನ್ಯರು ತತ್ತರಿಸಿದ್ದಾರೆ. ದಲಿತರ ಕಲ್ಯಾಣಕ್ಕೆ ಮೀಸಲಿಟ್ಟ ಅನುದಾನವನ್ನು ಬೇರೆಡೆ ಬಳಸಲಾಗುತ್ತಿದೆ ಎಂದು ಆರೋಪಿಸಿದರು. ಗ್ಯಾರಂಟಿ ಯೋಜನೆಗಳ ಹೆಸರಿನಲ್ಲಿ ಜನರನ್ನು ವಂಚಿಸಲಾಗುತ್ತಿದೆ ಎಂದರು.	[350, 907, 469, 932]
bottom-left-text-1: ಬಾಗಲಕೋಟೆ ಜಿಲ್ಲೆಯ ಮುಖಂಡರು ಸುದ್ದಿಗೋಷ್ಠಿಯಲ್ಲಿ ಮಾತನಾಡಿ, ಡಾ. ಬಿ.ಆರ್. ಅಂಬೇಡ್ಕರ್ ಅವರ ಸೋಲಿಗೆ ಸಾವರಕರ ಕಾರಣ ಎಂಬ ಮುಖ್ಯಮಂತ್ರಿಗಳ ಹೇಳಿಕೆಗೆ ತೀವ್ರ ಆಕ್ಷೇಪ ವ್ಯಕ್ತಪಡಿಸಿದರು. ಇತಿಹಾಸವನ್ನು ತಿರುಚುವ ಪ್ರಯತ್ನ ಸರಿಯಲ್ಲ ಎಂದು ಅವರು ಹೇಳಿದರು. ದಾಖಲೆಗಳಿದ್ದರೆ ಸಾರ್ವಜನಿಕವಾಗಿ ಬಿಡುಗಡೆ ಮಾಡಲಿ ಎಂದು ಸವಾಲು ಹಾಕಿದರು.	[12, 731, 214, 750]
waqf-text: ಕೇಂದ್ರ ಸರ್ಕಾರದ ವಕ್ಫ್ ತಿದ್ದುಪಡಿ ಕಾಯ್ದೆ ವಿರೋಧಿಸಿ ನಗರದಲ್ಲಿ ಬೃಹತ್ ಪ್ರತಿಭಟನೆ ನಡೆಯಿತು. ವಿವಿಧ ಸಂಘಟನೆಗಳ ಕಾರ್ಯಕರ್ತರು ಫಲಕಗಳನ್ನು ಹಿಡಿದು ಘೋಷಣೆ ಕೂಗಿದರು. ಕಾಯ್ದೆಯನ್ನು ಕೂಡಲೇ ಹಿಂಪಡೆಯಬೇಕು ಎಂದು ಆಗ್ರಹಿಸಿದರು. ಜಿಲ್ಲಾಧಿಕಾರಿಗಳ ಮೂಲಕ ರಾಷ್ಟ್ರಪತಿಗಳಿಗೆ ಮನವಿ ಸಲ್ಲಿಸಲಾಯಿತು. ಪ್ರತಿಭಟನೆಯಲ್ಲಿ ಮಹಿಳೆಯರು, ಯುವಕರು ಹೆಚ್ಚಿನ ಸಂಖ್ಯೆಯಲ್ಲಿ ಭಾಗವಹಿಸಿದ್ದರು. ಶಾಂತಿಯುತವಾಗಿ ಮೆರವಣಿಗೆ ನಡೆಸಲಾಯಿತು. ಪೊಲೀಸ್ ಬಿಗಿ ಬಂದೋಬಸ್ತ್ ಕಲ್ಪಿಸಲಾಗಿತ್ತು.	[536, 189, 738, 214]
dais-photo	[426, 280, 517, 352]
caste-text-1: ಜಾತಿಗಣತಿ ವರದಿಯಲ್ಲಿ ಸಂಗ್ರಹಿಸಿರುವ ಮಾಹಿತಿ ವೈಜ್ಞಾನಿಕವಾಗಿಲ್ಲ ಎಂದು ಜಗದೀಶ ಗುಡಗುಂಟಿ ಆರೋಪಿಸಿದರು. ಹಲವು ಕುಟುಂಬಗಳನ್ನು ಸಮೀಕ್ಷೆಯಿಂದ ಹೊರಗಿಡಲಾಗಿದೆ ಎಂದರು.	[238, 521, 329, 540]
third-section	[12, 483, 738, 724]
diesel-text-4: ಈ ವೇಳೆ ಹಲವು ಪದಾಧಿಕಾರಿಗಳು ಉಪಸ್ಥಿತರಿದ್ದರು. ಅಂಬೇಡ್ಕರ್ ಅವರ ಚಿಂತನೆಗಳನ್ನು ಗೌರವಿಸುವುದಾಗಿ ತಿಳಿಸಿದರು. ಸಮಾಜದಲ್ಲಿ ಒಡಕು ಮೂಡಿಸುವ ಯತ್ನಕ್ಕೆ ಅವಕಾಶ ನೀಡುವುದಿಲ್ಲ ಎಂದು ಹೇಳಿದರು.	[12, 438, 209, 451]
page-number: 3	[712, 18, 733, 36]
ambedkar-col-3	[426, 280, 517, 443]
janakrosha-col-3	[607, 779, 738, 963]
stage-photo	[323, 280, 414, 352]
masthead-date-flag: 17-04-2025 ಗುರುವಾರ	[12, 15, 129, 39]
lead-text-1b: ಸಭೆಯಲ್ಲಿ ಹಲವು ಮುಖಂಡರು ಭಾಗವಹಿಸಿದ್ದರು. ಜಿಲ್ಲೆಯ ವಿವಿಧ ಭಾಗಗಳಿಂದ ಕಾರ್ಯಕರ್ತರು ಆಗಮಿಸಿದ್ದರು. ಮುಂದಿನ ದಿನಗಳಲ್ಲಿ ರಾಜ್ಯಾದ್ಯಂತ ಪ್ರತಿಭಟನೆ ಹಮ್ಮಿಕೊಳ್ಳಲಾಗುವುದು ಎಂದು ಅವರು ಘೋಷಿಸಿದರು. ಸರ್ಕಾರ ಕೂಡಲೇ ಸ್ಪಷ್ಟನೆ ನೀಡಬೇಕು ಎಂದರು.	[12, 221, 132, 247]
bottom-feature	[12, 731, 738, 963]
migrant-text-2: ಸ್ವಾತಂತ್ರ್ಯ ಹೋರಾಟದಲ್ಲಿ ಸಾವರಕರ ಅವರ ಕೊಡುಗೆ ಅಪಾರ. ಅವರನ್ನು ಅವಮಾನಿಸುವ ಮೂಲಕ ರಾಜಕೀಯ ಲಾಭ ಪಡೆಯುವ ಹುನ್ನಾರವನ್ನು ಸಹಿಸಲಾಗದು. ಸುಳ್ಳು ಹೇಳಿಕೆ ನೀಡಿದವರು ಕ್ಷಮೆಯಾಚಿಸಬೇಕು ಎಂದು ಒತ್ತಾಯಿಸಿದರು. ಈ ಕುರಿತು ಸಮಗ್ರ ಚರ್ಚೆಗೆ ಸಿದ್ಧ ಎಂದೂ ತಿಳಿಸಿದರು.	[124, 517, 226, 543]
waqf-byline: ಪ್ರತ್ಯಕ್ಷ ನಾಡು ವರದಿ	[618, 176, 657, 183]
janakrosha-text-2b: ಸುದ್ದಿಗೋಷ್ಠಿಯಲ್ಲಿ ಪಕ್ಷದ ಜಿಲ್ಲಾಧ್ಯಕ್ಷರು, ಶಾಸಕರು, ಮಾಜಿ ಸಚಿವರು ಹಾಗೂ ಪ್ರಮುಖ ಮುಖಂಡರು ಉಪಸ್ಥಿತರಿದ್ದರು. ಯಾತ್ರೆಯ ಕರಪತ್ರವನ್ನು ಬಿಡುಗಡೆ ಮಾಡಲಾಯಿತು. ಪ್ರತಿ ತಾಲೂಕಿನಿಂದಲೂ ಕಾರ್ಯಕರ್ತರನ್ನು ಕರೆತರಲು ವ್ಯವಸ್ಥೆ ಮಾಡಲಾಗಿದೆ ಎಂದು ಹೇಳಿದರು.	[350, 943, 469, 962]
lead-portrait-photo	[12, 141, 132, 219]
autism-text-5: ಬಾಗಲಕೋಟೆ: ಡಾ. ಬಿ.ಆರ್. ಅಂಬೇಡ್ಕರ್ ಅವರ ಚುನಾವಣಾ ಸೋಲಿಗೆ ಸಾವರ್ಕರ್ ಕಾರಣ ಎಂಬುದನ್ನು ಸಾಬೀತು ಮಾಡಲಿ ಎಂದು ಮುಖಂಡರು ಸವಾಲು ಹಾಕಿದರು. ಇತಿಹಾಸದ ದಾಖಲೆಗಳನ್ನು ಮುಂದಿಟ್ಟು ಚರ್ಚೆ ನಡೆಸಲಿ ಎಂದರು.	[530, 462, 739, 475]
janakrosha-text-4b: ಬಾಗಲಕೋಟೆ: ಏ. 17ರಂದು ನಗರದಲ್ಲಿ ಬೃಹತ್ ಜನಾಕ್ರೋಶ ಯಾತ್ರೆ ಹಮ್ಮಿಕೊಳ್ಳಲಾಗಿದೆ ಎಂದು ಮುಖಂಡರು ತಿಳಿಸಿದರು. ಸುಮಾರು 10 ಸಾವಿರಕ್ಕೂ ಹೆಚ್ಚು ಕಾರ್ಯಕರ್ತರು ಭಾಗವಹಿಸುವ ನಿರೀಕ್ಷೆ ಇದೆ. ರಾಜ್ಯ ಸರ್ಕಾರದ ಜನವಿರೋಧಿ ನೀತಿಗಳ ವಿರುದ್ಧ ಹೋರಾಟ ನಡೆಸಲಾಗುವುದು ಎಂದರು.	[606, 809, 738, 828]
ambedkar-text-3b: ಸ್ವಾತಂತ್ರ್ಯ ಹೋರಾಟದಲ್ಲಿ ಸಾವರಕರ ಅವರ ಕೊಡುಗೆ ಅಪಾರ. ಅವರನ್ನು ಅವಮಾನಿಸುವ ಮೂಲಕ ರಾಜಕೀಯ ಲಾಭ ಪಡೆಯುವ ಹುನ್ನಾರವನ್ನು ಸಹಿಸಲಾಗದು. ಸುಳ್ಳು ಹೇಳಿಕೆ ನೀಡಿದವರು ಕ್ಷಮೆಯಾಚಿಸಬೇಕು ಎಂದು ಒತ್ತಾಯಿಸಿದರು. ಈ ಕುರಿತು ಸಮಗ್ರ ಚರ್ಚೆಗೆ ಸಿದ್ಧ ಎಂದೂ ತಿಳಿಸಿದರು.	[425, 375, 518, 407]
caste-text-1b: ಸಭೆಯಲ್ಲಿ ಹಲವು ಮುಖಂಡರು ಭಾಗವಹಿಸಿದ್ದರು. ಜಿಲ್ಲೆಯ ವಿವಿಧ ಭಾಗಗಳಿಂದ ಕಾರ್ಯಕರ್ತರು ಆಗಮಿಸಿದ್ದರು. ಮುಂದಿನ ದಿನಗಳಲ್ಲಿ ರಾಜ್ಯಾದ್ಯಂತ ಪ್ರತಿಭಟನೆ ಹಮ್ಮಿಕೊಳ್ಳಲಾಗುವುದು ಎಂದು ಅವರು ಘೋಷಿಸಿದರು. ಸರ್ಕಾರ ಕೂಡಲೇ ಸ್ಪಷ್ಟನೆ ನೀಡಬೇಕು ಎಂದರು.	[238, 542, 329, 568]
lead-text-1: ಬಾಗಲಕೋಟೆ ಜಿಲ್ಲೆಯ ಮುಖಂಡರು ಸುದ್ದಿಗೋಷ್ಠಿಯಲ್ಲಿ ಮಾತನಾಡಿ, ಡಾ. ಬಿ.ಆರ್. ಅಂಬೇಡ್ಕರ್ ಅವರ ಸೋಲಿಗೆ ಸಾವರಕರ ಕಾರಣ ಎಂಬ ಮುಖ್ಯಮಂತ್ರಿಗಳ ಹೇಳಿಕೆಗೆ ತೀವ್ರ ಆಕ್ಷೇಪ ವ್ಯಕ್ತಪಡಿಸಿದರು. ಇತಿಹಾಸವನ್ನು ತಿರುಚುವ ಪ್ರಯತ್ನ ಸರಿಯಲ್ಲ ಎಂದು ಅವರು ಹೇಳಿದರು. ದಾಖಲೆಗಳಿದ್ದರೆ ಸಾರ್ವಜನಿಕವಾಗಿ ಬಿಡುಗಡೆ ಮಾಡಲಿ ಎಂದು ಸವಾಲು ಹಾಕಿದರು.	[12, 111, 132, 137]
lead-text-2: ಸ್ವಾತಂತ್ರ್ಯ ಹೋರಾಟದಲ್ಲಿ ಸಾವರಕರ ಅವರ ಕೊಡುಗೆ ಅಪಾರ. ಅವರನ್ನು ಅವಮಾನಿಸುವ ಮೂಲಕ ರಾಜಕೀಯ ಲಾಭ ಪಡೆಯುವ ಹುನ್ನಾರವನ್ನು ಸಹಿಸಲಾಗದು. ಸುಳ್ಳು ಹೇಳಿಕೆ ನೀಡಿದವರು ಕ್ಷಮೆಯಾಚಿಸಬೇಕು ಎಂದು ಒತ್ತಾಯಿಸಿದರು. ಈ ಕುರಿತು ಸಮಗ್ರ ಚರ್ಚೆಗೆ ಸಿದ್ಧ ಎಂದೂ ತಿಳಿಸಿದರು.	[142, 96, 263, 122]
top-section	[12, 45, 738, 248]
ambedkar-text-2: ಸುದ್ದಿಗೋಷ್ಠಿಯಲ್ಲಿ ಮಾತನಾಡಿದ ಅವರು, ರಾಜಕೀಯ ಲಾಭಕ್ಕಾಗಿ ಮಹನೀಯರ ಹೆಸರು ಬಳಸುವುದು ಸರಿಯಲ್ಲ ಎಂದು ಹೇಳಿದರು. ಸಮಾಜದಲ್ಲಿ ಗೊಂದಲ ಸೃಷ್ಟಿಸುವ ಹೇಳಿಕೆಗಳನ್ನು ನೀಡಬಾರದು ಎಂದು ಆಗ್ರಹಿಸಿದರು.	[323, 354, 415, 379]
